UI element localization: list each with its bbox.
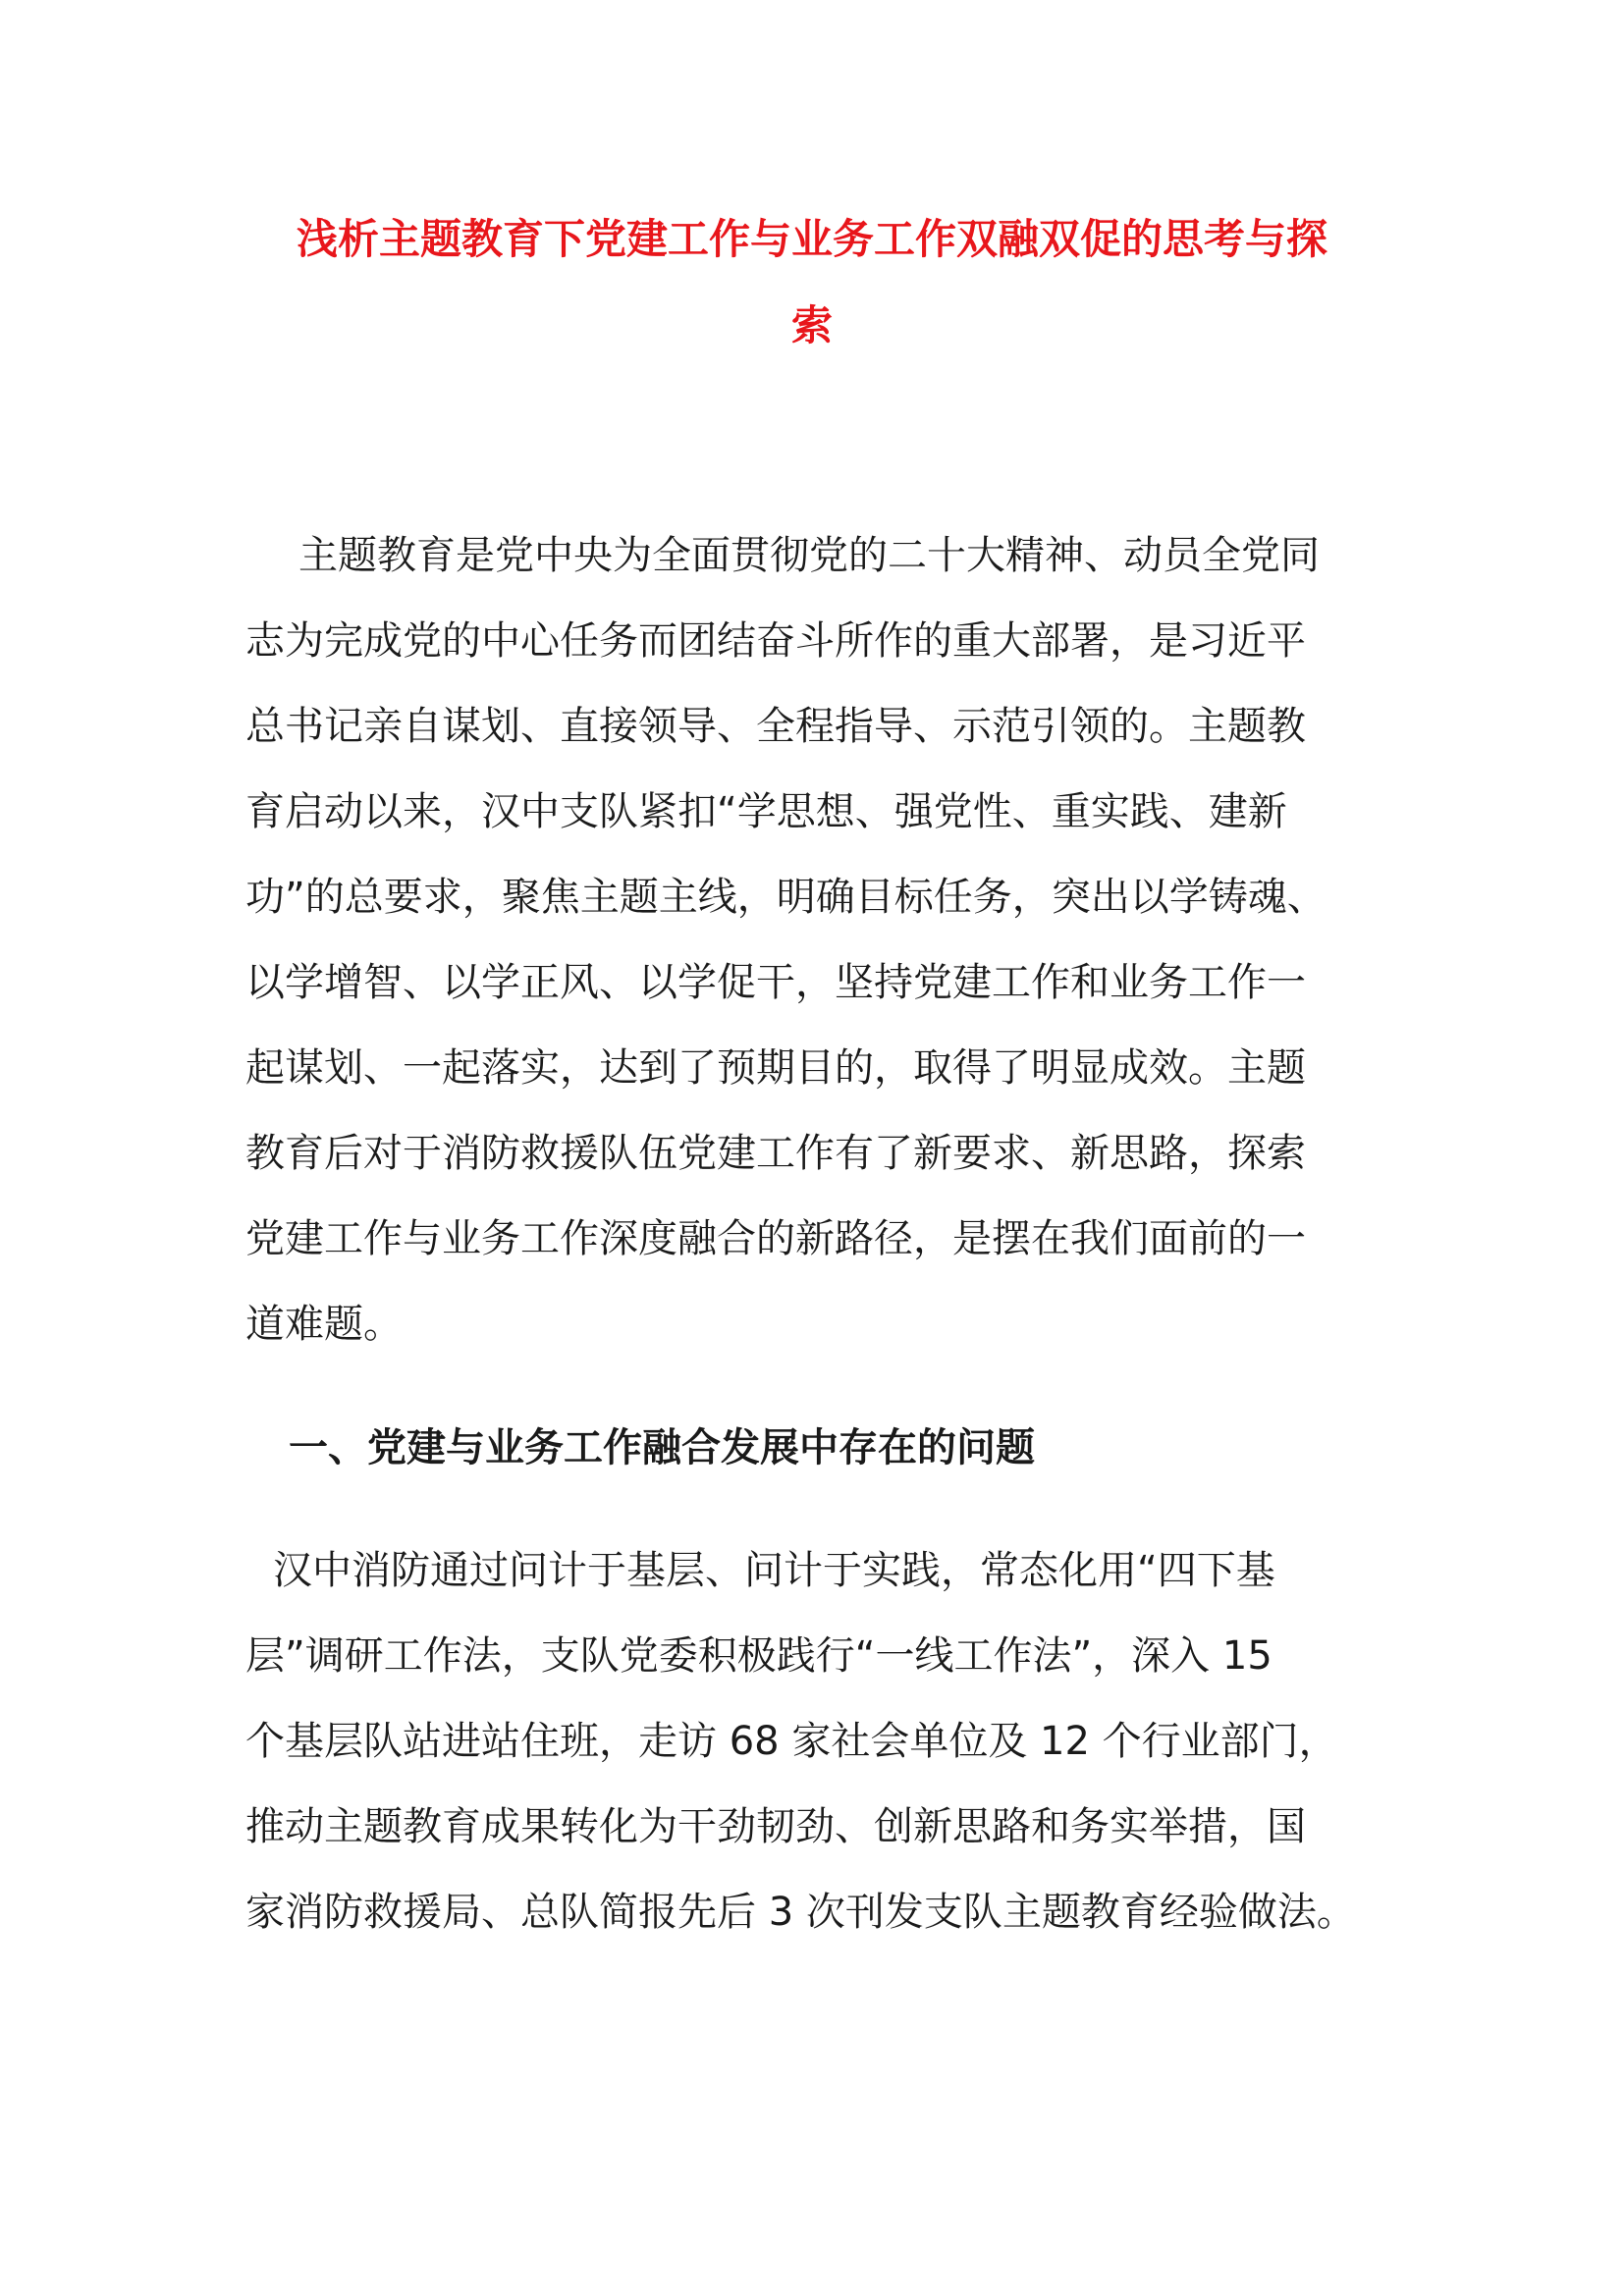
paragraph-line: 推动主题教育成果转化为干劲韧劲、创新思路和务实举措，国 [245, 1804, 1306, 1849]
paragraph-line: 个基层队站进站住班，走访 68 家社会单位及 12 个行业部门， [245, 1719, 1338, 1764]
paragraph-line: 家消防救援局、总队简报先后 3 次刊发支队主题教育经验做法。 [245, 1890, 1356, 1935]
intro-paragraph [245, 513, 1404, 1367]
paragraph-line: 功”的总要求，聚焦主题主线，明确目标任务，突出以学铸魂、 [245, 875, 1326, 920]
paragraph-line: 育启动以来，汉中支队紧扣“学思想、强党性、重实践、建新 [245, 789, 1287, 834]
title-line: 索 [790, 301, 833, 349]
paragraph-line: 志为完成党的中心任务而团结奋斗所作的重大部署，是习近平 [245, 618, 1306, 664]
paragraph-line: 主题教育是党中央为全面贯彻党的二十大精神、动员全党同 [298, 533, 1320, 578]
section-heading: 一、党建与业务工作融合发展中存在的问题 [289, 1425, 1035, 1470]
title-line: 浅析主题教育下党建工作与业务工作双融双促的思考与探 [296, 215, 1327, 263]
document-title [226, 196, 1398, 369]
paragraph-line: 教育后对于消防救援队伍党建工作有了新要求、新思路，探索 [245, 1131, 1306, 1176]
paragraph-line: 党建工作与业务工作深度融合的新路径，是摆在我们面前的一 [245, 1216, 1306, 1261]
paragraph-line: 道难题。 [245, 1302, 403, 1347]
paragraph-line: 起谋划、一起落实，达到了预期目的，取得了明显成效。主题 [245, 1045, 1306, 1091]
paragraph-line: 总书记亲自谋划、直接领导、全程指导、示范引领的。主题教 [245, 704, 1306, 749]
paragraph-line: 汉中消防通过问计于基层、问计于实践，常态化用“四下基 [273, 1548, 1275, 1593]
paragraph-line: 层”调研工作法，支队党委积极践行“一线工作法”，深入 15 [245, 1633, 1272, 1679]
paragraph-line: 以学增智、以学正风、以学促干，坚持党建工作和业务工作一 [245, 960, 1306, 1005]
section1-paragraph [245, 1528, 1404, 1955]
